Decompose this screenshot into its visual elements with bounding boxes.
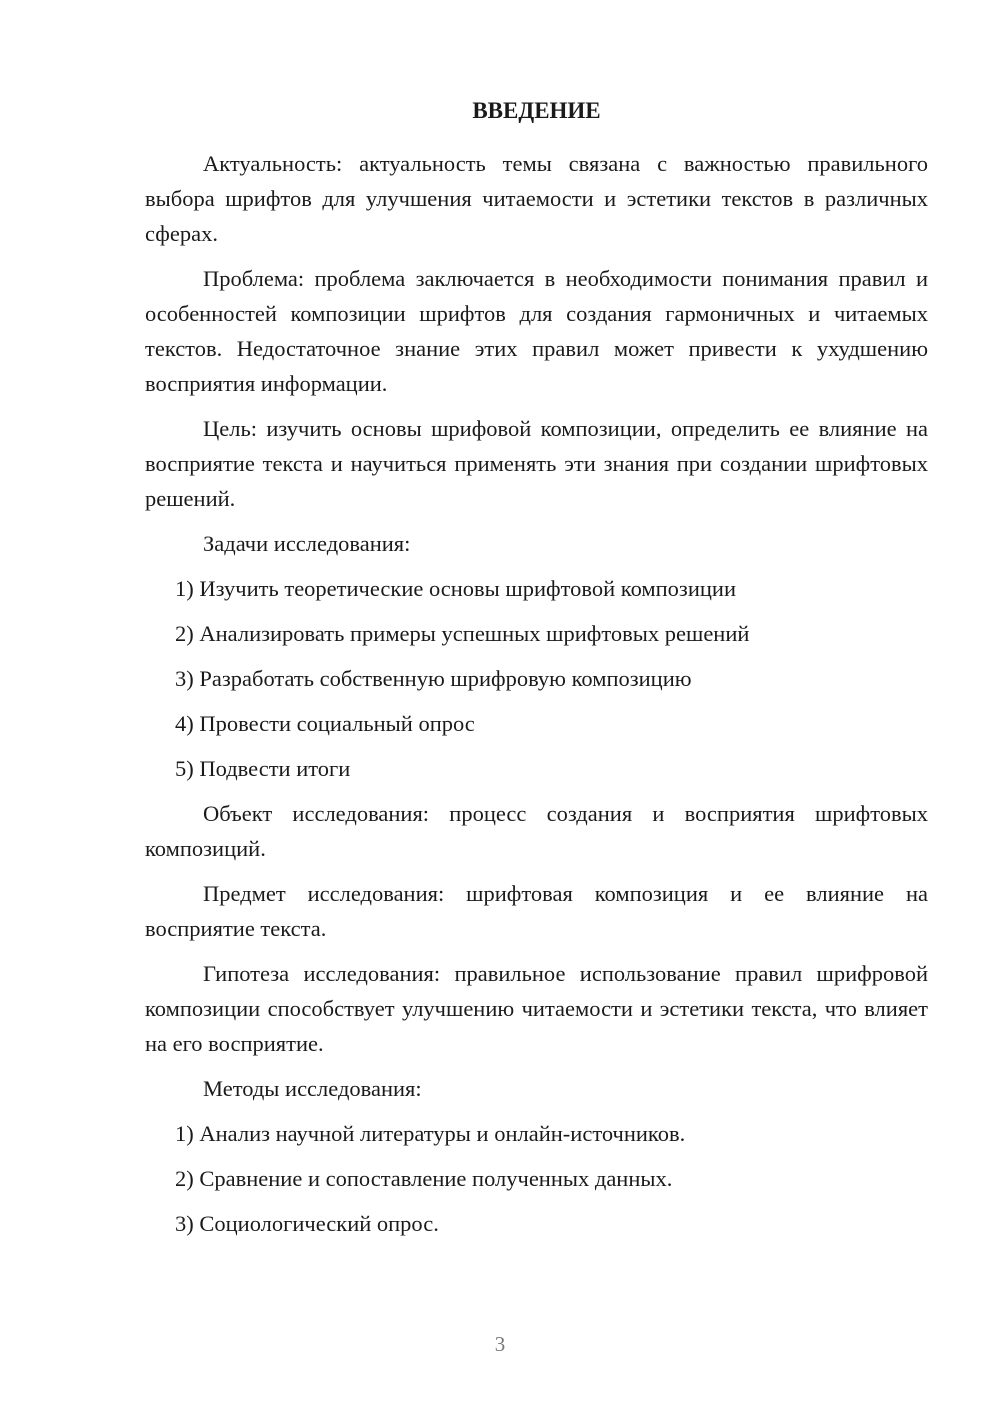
document-page <box>145 96 928 1251</box>
hypothesis-paragraph: Гипотеза исследования: правильное использование правил шрифровой композиции способствует улучшению читаемости и эстетики текста, что влияет на его восприятие. <box>145 961 928 1056</box>
list-item: 2) Сравнение и сопоставление полученных данных. <box>175 1166 673 1191</box>
goal-paragraph: Цель: изучить основы шрифовой композиции, определить ее влияние на восприятие текста и научиться применять эти знания при создании шрифтовых решений. <box>145 416 928 511</box>
list-item: 4) Провести социальный опрос <box>175 711 475 736</box>
tasks-list <box>145 571 928 786</box>
object-paragraph: Объект исследования: процесс создания и восприятия шрифтовых композиций. <box>145 801 928 861</box>
tasks-heading: Задачи исследования: <box>203 531 411 556</box>
methods-heading: Методы исследования: <box>203 1076 422 1101</box>
list-item: 1) Изучить теоретические основы шрифтовой композиции <box>175 576 736 601</box>
list-item: 2) Анализировать примеры успешных шрифтовых решений <box>175 621 750 646</box>
page-number: 3 <box>494 1332 506 1356</box>
list-item: 1) Анализ научной литературы и онлайн-источников. <box>175 1121 686 1146</box>
list-item: 3) Социологический опрос. <box>175 1211 439 1236</box>
list-item: 3) Разработать собственную шрифровую композицию <box>175 666 692 691</box>
problem-paragraph: Проблема: проблема заключается в необходимости понимания правил и особенностей композиции шрифтов для создания гармоничных и читаемых текстов. Недостаточное знание этих правил может привести к ухудшению восприятия информации. <box>145 266 928 396</box>
list-item: 5) Подвести итоги <box>175 756 351 781</box>
relevance-paragraph: Актуальность: актуальность темы связана с важностью правильного выбора шрифтов для улучшения читаемости и эстетики текстов в различных сферах. <box>145 151 928 246</box>
methods-list <box>145 1116 928 1241</box>
page-title: ВВЕДЕНИЕ <box>472 98 601 123</box>
subject-paragraph: Предмет исследования: шрифтовая композиция и ее влияние на восприятие текста. <box>145 881 928 941</box>
